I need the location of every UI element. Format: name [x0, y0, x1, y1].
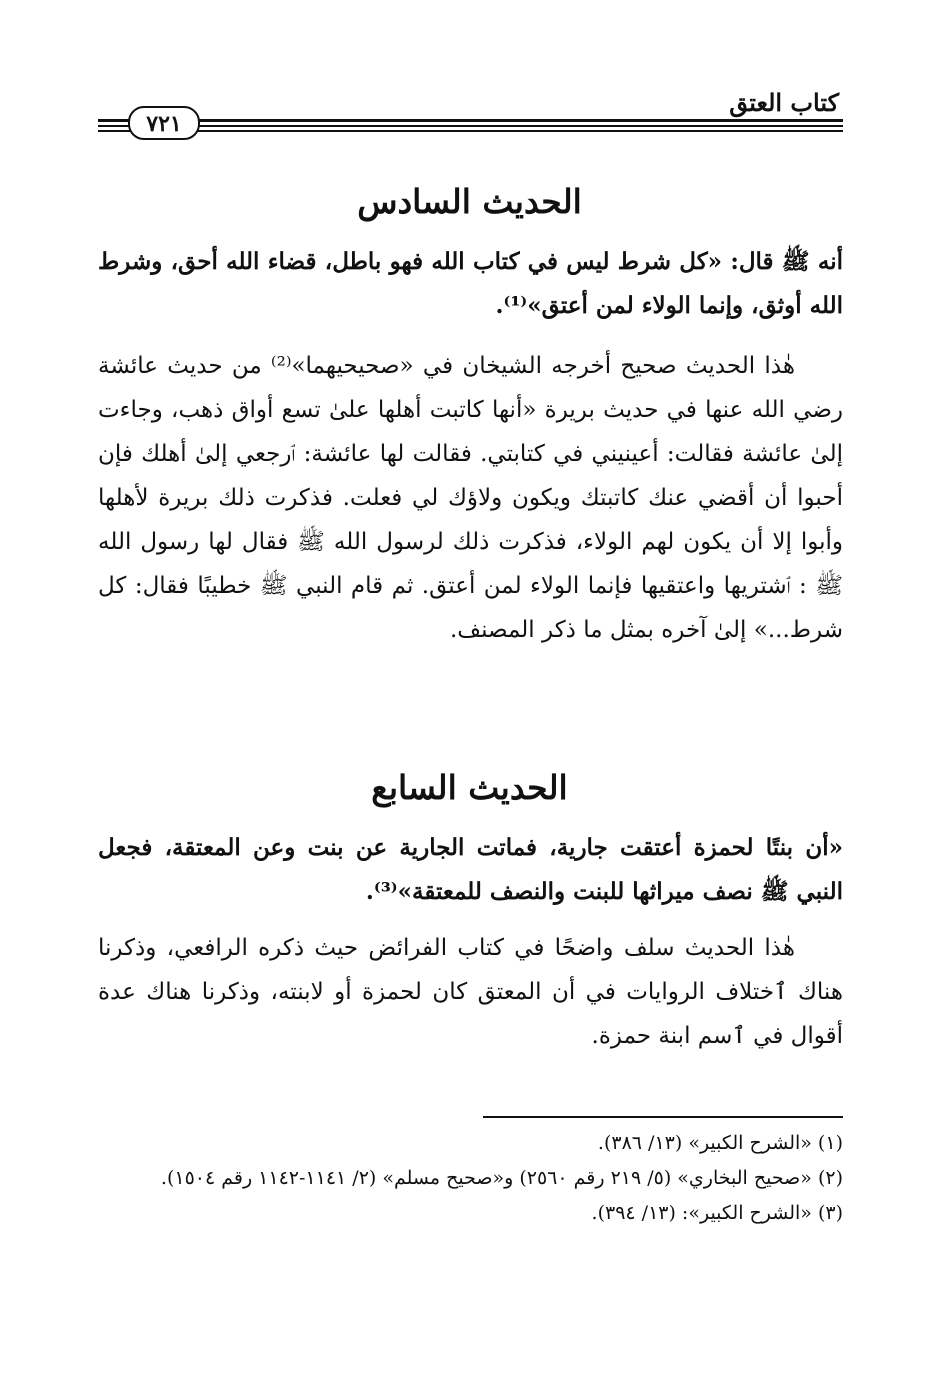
header-rule [98, 119, 843, 122]
commentary-text-7: هٰذا الحديث سلف واضحًا في كتاب الفرائض حيث ذكره الرافعي، وذكرنا هناك ٱختلاف الروايات في أن المعتق كان لحمزة أو لابنته، وذكرنا هناك عدة أقوال في ٱسم ابنة حمزة. [98, 935, 843, 1049]
header-rule [98, 130, 843, 132]
footnotes [98, 1126, 843, 1231]
running-title: كتاب العتق [729, 88, 839, 117]
footnote-2: (٢) «صحيح البخاري» (٥/ ٢١٩ رقم ٢٥٦٠) و«صحيح مسلم» (٢/ ١١٤١-١١٤٢ رقم ١٥٠٤). [160, 1167, 843, 1189]
page-number: ٧٢١ [128, 106, 200, 140]
footnote-1: (١) «الشرح الكبير» (١٣/ ٣٨٦). [597, 1132, 843, 1154]
footnote-3: (٣) «الشرح الكبير»: (١٣/ ٣٩٤). [591, 1202, 843, 1224]
commentary-text-6: هٰذا الحديث صحيح أخرجه الشيخان في «صحيحيهما»⁽²⁾ من حديث عائشة رضي الله عنها في حديث بريرة «أنها كاتبت أهلها علىٰ تسع أواق ذهب، وجاءت إلىٰ عائشة فقالت: أعينيني في كتابتي. فقالت لها عائشة: ٱرجعي إلىٰ أهلك فإن أحبوا أن أقضي عنك كاتبتك ويكون ولاؤك لي فعلت. فذكرت ذلك بريرة لأهلها وأبوا إلا أن يكون لهم الولاء، فذكرت ذلك لرسول الله ﷺ فقال لها رسول الله ﷺ : ٱشتريها واعتقيها فإنما الولاء لمن أعتق. ثم قام النبي ﷺ خطيبًا فقال: كل شرط...» إلىٰ آخره بمثل ما ذكر المصنف. [98, 353, 843, 643]
section-heading-6: الحديث السادس [357, 182, 582, 221]
section-heading-7: الحديث السابع [371, 768, 568, 807]
footnote-separator [483, 1116, 843, 1118]
header-rule [98, 125, 843, 127]
hadith-text-7: «أن بنتًا لحمزة أعتقت جارية، فماتت الجارية عن بنت وعن المعتقة، فجعل النبي ﷺ نصف ميراثها للبنت والنصف للمعتقة»⁽³⁾. [98, 834, 843, 905]
hadith-text-6: أنه ﷺ قال: «كل شرط ليس في كتاب الله فهو باطل، قضاء الله أحق، وشرط الله أوثق، وإنما الولاء لمن أعتق»⁽¹⁾. [98, 248, 843, 319]
